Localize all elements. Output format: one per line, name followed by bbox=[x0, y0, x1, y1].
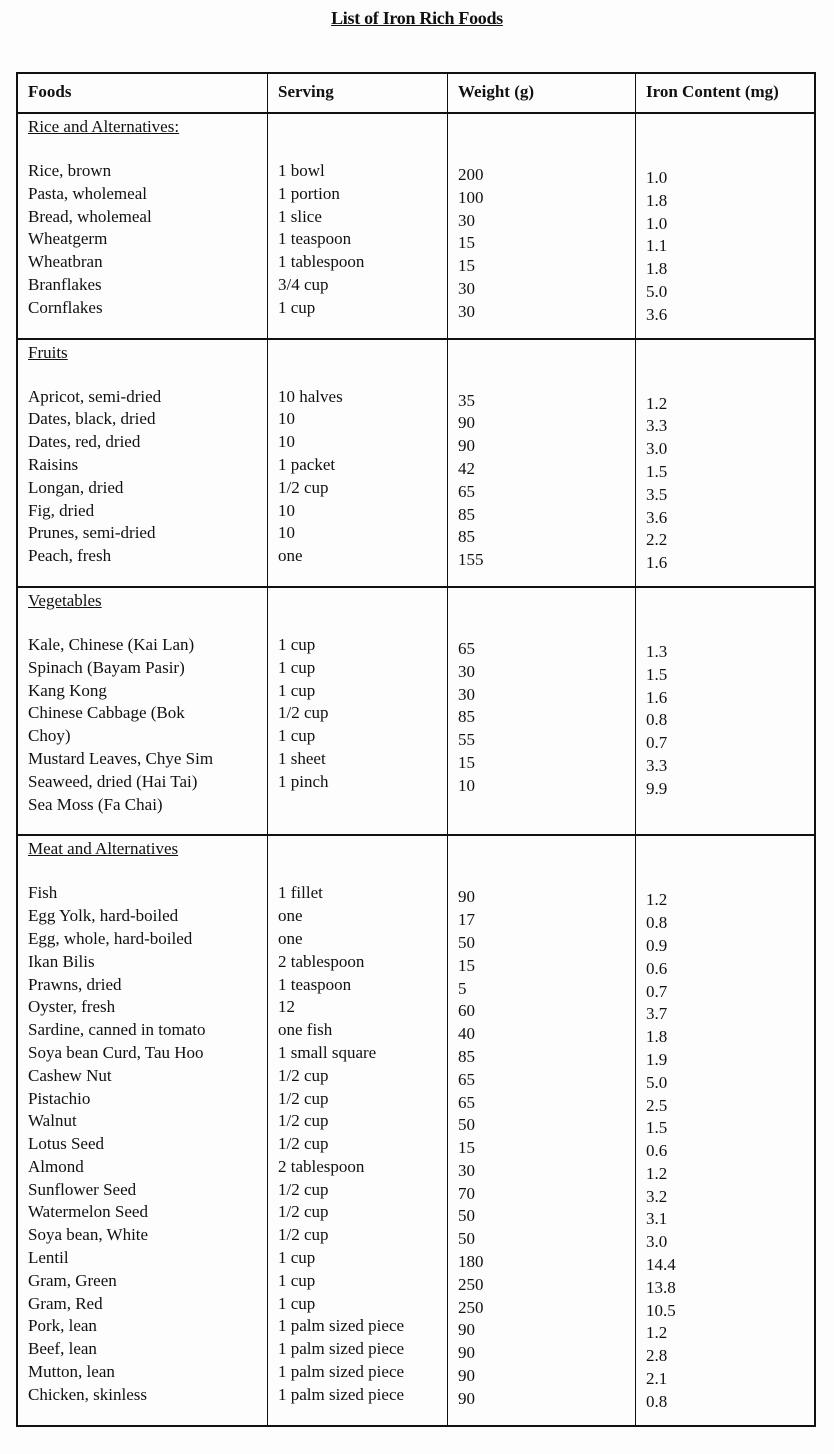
column-food-name bbox=[18, 588, 268, 834]
spacer bbox=[278, 116, 437, 160]
food-name-cell: Rice, brown bbox=[28, 161, 112, 180]
section-title: Fruits bbox=[28, 342, 68, 362]
serving-cell: 1/2 cup bbox=[278, 1065, 329, 1085]
iron-content-cell: 2.5 bbox=[646, 1095, 668, 1115]
page-title: List of Iron Rich Foods bbox=[331, 8, 503, 28]
weight-cell: 5 bbox=[458, 978, 467, 998]
weight-cell: 90 bbox=[458, 1366, 475, 1386]
weight-cell: 180 bbox=[458, 1252, 484, 1272]
iron-foods-table bbox=[16, 72, 816, 1427]
iron-content-cell: 0.7 bbox=[646, 733, 668, 753]
food-name-cell: Gram, Green bbox=[28, 1270, 117, 1290]
food-name-cell: Beef, lean bbox=[28, 1339, 97, 1359]
weight-cell: 50 bbox=[458, 1229, 475, 1249]
header-weight: Weight (g) bbox=[448, 74, 636, 112]
serving-cell: 1 cup bbox=[278, 634, 316, 654]
food-name-cell: Kale, Chinese (Kai Lan) bbox=[28, 634, 195, 654]
iron-content-cell: 1.2 bbox=[646, 1323, 668, 1343]
header-iron-content: Iron Content (mg) bbox=[646, 82, 779, 101]
food-name-cell: Egg Yolk, hard-boiled bbox=[28, 906, 179, 926]
header-serving: Serving bbox=[268, 74, 448, 112]
serving-cell: 1 cup bbox=[278, 680, 316, 700]
table-header-row bbox=[18, 74, 814, 114]
food-name-cell: Oyster, fresh bbox=[28, 997, 116, 1017]
weight-cell: 250 bbox=[458, 1274, 484, 1294]
spacer bbox=[646, 116, 804, 160]
serving-cell: one bbox=[278, 928, 303, 948]
weight-cell: 90 bbox=[458, 413, 475, 433]
iron-content-cell: 3.1 bbox=[646, 1209, 668, 1229]
serving-cell: 1 palm sized piece bbox=[278, 1316, 405, 1336]
spacer bbox=[458, 342, 625, 386]
iron-content-cell: 14.4 bbox=[646, 1255, 676, 1275]
serving-cell: 1/2 cup bbox=[278, 1088, 329, 1108]
serving-cell: 1 cup bbox=[278, 1248, 316, 1268]
weight-cell: 60 bbox=[458, 1001, 475, 1021]
spacer bbox=[646, 590, 804, 634]
iron-content-cell: 3.0 bbox=[646, 1232, 668, 1252]
weight-cell: 30 bbox=[458, 210, 475, 230]
serving-cell: 1 teaspoon bbox=[278, 974, 352, 994]
weight-cell: 30 bbox=[458, 661, 475, 681]
weight-cell: 55 bbox=[458, 730, 475, 750]
section-title: Rice and Alternatives: bbox=[28, 117, 180, 136]
serving-cell: 1 small square bbox=[278, 1042, 377, 1062]
serving-cell: 1/2 cup bbox=[278, 1111, 329, 1131]
serving-cell: 1 cup bbox=[278, 1270, 316, 1290]
food-name-cell: Choy) bbox=[28, 726, 71, 746]
iron-content-cell: 1.8 bbox=[646, 1027, 668, 1047]
food-name-cell: Gram, Red bbox=[28, 1293, 103, 1313]
serving-cell: 1 palm sized piece bbox=[278, 1384, 405, 1404]
weight-cell: 30 bbox=[458, 684, 475, 704]
iron-content-cell: 0.8 bbox=[646, 1391, 668, 1411]
food-name-cell: Peach, fresh bbox=[28, 546, 112, 566]
food-name-cell: Spinach (Bayam Pasir) bbox=[28, 657, 185, 677]
iron-content-cell: 5.0 bbox=[646, 1072, 668, 1092]
iron-content-cell: 1.8 bbox=[646, 259, 668, 279]
iron-content-cell: 1.2 bbox=[646, 1163, 668, 1183]
column-food-name bbox=[18, 836, 268, 1424]
food-name-cell: Dates, red, dried bbox=[28, 432, 141, 452]
spacer bbox=[458, 838, 625, 882]
weight-cell: 250 bbox=[458, 1297, 484, 1317]
column-food-name bbox=[18, 114, 268, 338]
serving-cell: 2 tablespoon bbox=[278, 951, 365, 971]
food-name-cell: Sunflower Seed bbox=[28, 1179, 137, 1199]
serving-cell: 1 cup bbox=[278, 297, 316, 317]
weight-cell: 155 bbox=[458, 550, 484, 570]
food-name-cell: Pasta, wholemeal bbox=[28, 183, 147, 203]
section-title: Meat and Alternatives bbox=[28, 839, 179, 859]
serving-cell: one bbox=[278, 546, 303, 566]
serving-cell: 1 tablespoon bbox=[278, 252, 365, 272]
iron-content-cell: 3.3 bbox=[646, 755, 668, 775]
iron-content-cell: 0.8 bbox=[646, 710, 668, 730]
column-iron-content bbox=[636, 836, 814, 1424]
food-name-cell: Seaweed, dried (Hai Tai) bbox=[28, 771, 198, 791]
iron-content-cell: 0.9 bbox=[646, 935, 668, 955]
weight-cell: 85 bbox=[458, 1046, 475, 1066]
food-name-cell: Dates, black, dried bbox=[28, 409, 156, 429]
food-name-cell: Cornflakes bbox=[28, 297, 103, 317]
weight-cell: 30 bbox=[458, 301, 475, 321]
food-name-cell: Fig, dried bbox=[28, 500, 95, 520]
serving-cell: 10 bbox=[278, 500, 295, 520]
column-weight bbox=[448, 836, 636, 1424]
section-vegetables bbox=[18, 588, 814, 836]
serving-cell: 1/2 cup bbox=[278, 1202, 329, 1222]
food-name-cell: Ikan Bilis bbox=[28, 951, 95, 971]
food-name-cell: Chicken, skinless bbox=[28, 1384, 147, 1404]
iron-content-cell: 3.6 bbox=[646, 304, 668, 324]
iron-content-cell: 1.2 bbox=[646, 393, 668, 413]
iron-content-cell: 10.5 bbox=[646, 1300, 676, 1320]
serving-cell: 1/2 cup bbox=[278, 1179, 329, 1199]
iron-content-cell: 1.3 bbox=[646, 641, 668, 661]
iron-content-cell: 1.9 bbox=[646, 1049, 668, 1069]
header-foods: Foods bbox=[18, 74, 268, 112]
iron-content-cell: 1.0 bbox=[646, 213, 668, 233]
iron-content-cell: 9.9 bbox=[646, 778, 668, 798]
iron-content-cell: 0.8 bbox=[646, 913, 668, 933]
spacer bbox=[646, 838, 804, 882]
weight-cell: 15 bbox=[458, 233, 475, 253]
column-weight bbox=[448, 588, 636, 834]
serving-cell: 1 palm sized piece bbox=[278, 1339, 405, 1359]
food-name-cell: Apricot, semi-dried bbox=[28, 386, 162, 406]
weight-cell: 90 bbox=[458, 1388, 475, 1408]
weight-cell: 200 bbox=[458, 165, 484, 184]
serving-cell: 1 packet bbox=[278, 454, 336, 474]
spacer bbox=[278, 838, 437, 882]
weight-cell: 15 bbox=[458, 256, 475, 276]
iron-content-cell: 1.5 bbox=[646, 461, 668, 481]
weight-cell: 85 bbox=[458, 504, 475, 524]
iron-content-cell: 0.6 bbox=[646, 958, 668, 978]
section-rice-and-alternatives bbox=[18, 114, 814, 340]
weight-cell: 30 bbox=[458, 278, 475, 298]
weight-cell: 50 bbox=[458, 1206, 475, 1226]
serving-cell: 1 bowl bbox=[278, 161, 325, 180]
spacer bbox=[458, 590, 625, 634]
food-name-cell: Lentil bbox=[28, 1248, 69, 1268]
food-name-cell: Raisins bbox=[28, 454, 79, 474]
weight-cell: 35 bbox=[458, 390, 475, 410]
food-name-cell: Kang Kong bbox=[28, 680, 107, 700]
weight-cell: 90 bbox=[458, 1343, 475, 1363]
column-weight bbox=[448, 114, 636, 338]
weight-cell: 40 bbox=[458, 1024, 475, 1044]
weight-cell: 70 bbox=[458, 1183, 475, 1203]
weight-cell: 15 bbox=[458, 752, 475, 772]
iron-content-cell: 1.8 bbox=[646, 190, 668, 210]
iron-content-cell: 1.6 bbox=[646, 553, 668, 573]
serving-cell: 10 halves bbox=[278, 386, 343, 406]
serving-cell: 10 bbox=[278, 432, 295, 452]
spacer bbox=[458, 116, 625, 160]
food-name-cell: Branflakes bbox=[28, 274, 102, 294]
weight-cell: 65 bbox=[458, 1069, 475, 1089]
iron-content-cell: 1.2 bbox=[646, 890, 668, 910]
serving-cell: 1 cup bbox=[278, 1293, 316, 1313]
iron-content-cell: 3.7 bbox=[646, 1004, 668, 1024]
serving-cell: 1/2 cup bbox=[278, 477, 329, 497]
iron-content-cell: 2.1 bbox=[646, 1369, 668, 1389]
iron-content-cell: 5.0 bbox=[646, 281, 668, 301]
section-title: Vegetables bbox=[28, 590, 102, 610]
spacer bbox=[646, 342, 804, 386]
serving-cell: 1/2 cup bbox=[278, 1134, 329, 1154]
weight-cell: 90 bbox=[458, 1320, 475, 1340]
weight-cell: 85 bbox=[458, 527, 475, 547]
serving-cell: 1/2 cup bbox=[278, 1225, 329, 1245]
weight-cell: 85 bbox=[458, 707, 475, 727]
food-name-cell: Wheatbran bbox=[28, 252, 103, 272]
food-name-cell: Mutton, lean bbox=[28, 1362, 115, 1382]
column-serving bbox=[268, 836, 448, 1424]
serving-cell: 12 bbox=[278, 997, 295, 1017]
food-name-cell: Bread, wholemeal bbox=[28, 206, 152, 226]
column-food-name bbox=[18, 340, 268, 586]
food-name-cell: Egg, whole, hard-boiled bbox=[28, 928, 193, 948]
serving-cell: 1 cup bbox=[278, 726, 316, 746]
iron-content-cell: 1.5 bbox=[646, 1118, 668, 1138]
food-name-cell: Mustard Leaves, Chye Sim bbox=[28, 748, 214, 768]
column-serving bbox=[268, 340, 448, 586]
weight-cell: 50 bbox=[458, 932, 475, 952]
serving-cell: 10 bbox=[278, 523, 295, 543]
weight-cell: 65 bbox=[458, 1092, 475, 1112]
section-fruits bbox=[18, 340, 814, 588]
iron-content-cell: 3.3 bbox=[646, 416, 668, 436]
table-body bbox=[18, 114, 814, 1425]
weight-cell: 15 bbox=[458, 955, 475, 975]
column-weight bbox=[448, 340, 636, 586]
serving-cell: 1 cup bbox=[278, 657, 316, 677]
food-name-cell: Sea Moss (Fa Chai) bbox=[28, 794, 163, 814]
weight-cell: 90 bbox=[458, 436, 475, 456]
column-serving bbox=[268, 588, 448, 834]
food-name-cell: Cashew Nut bbox=[28, 1065, 112, 1085]
weight-cell: 17 bbox=[458, 910, 475, 930]
food-name-cell: Pork, lean bbox=[28, 1316, 97, 1336]
serving-cell: 1 portion bbox=[278, 183, 340, 203]
food-name-cell: Almond bbox=[28, 1156, 84, 1176]
food-name-cell: Chinese Cabbage (Bok bbox=[28, 703, 185, 723]
section-meat-and-alternatives bbox=[18, 836, 814, 1424]
serving-cell: 1 fillet bbox=[278, 883, 323, 903]
serving-cell: one bbox=[278, 906, 303, 926]
column-iron-content bbox=[636, 114, 814, 338]
food-name-cell: Lotus Seed bbox=[28, 1134, 105, 1154]
iron-content-cell: 1.5 bbox=[646, 664, 668, 684]
iron-content-cell: 0.6 bbox=[646, 1141, 668, 1161]
weight-cell: 100 bbox=[458, 187, 484, 207]
iron-content-cell: 2.2 bbox=[646, 530, 668, 550]
iron-content-cell: 3.2 bbox=[646, 1186, 668, 1206]
weight-cell: 10 bbox=[458, 775, 475, 795]
iron-content-cell: 3.6 bbox=[646, 507, 668, 527]
iron-content-cell: 1.1 bbox=[646, 236, 668, 256]
column-iron-content bbox=[636, 588, 814, 834]
spacer bbox=[278, 342, 437, 386]
serving-cell: 1 sheet bbox=[278, 748, 326, 768]
weight-cell: 30 bbox=[458, 1160, 475, 1180]
food-name-cell: Soya bean Curd, Tau Hoo bbox=[28, 1042, 204, 1062]
food-name-cell: Fish bbox=[28, 883, 58, 903]
food-name-cell: Pistachio bbox=[28, 1088, 91, 1108]
iron-content-cell: 13.8 bbox=[646, 1277, 676, 1297]
serving-cell: 1 palm sized piece bbox=[278, 1362, 405, 1382]
serving-cell: 3/4 cup bbox=[278, 274, 329, 294]
weight-cell: 65 bbox=[458, 638, 475, 658]
food-name-cell: Sardine, canned in tomato bbox=[28, 1020, 206, 1040]
weight-cell: 65 bbox=[458, 481, 475, 501]
iron-content-cell: 3.5 bbox=[646, 484, 668, 504]
serving-cell: 1/2 cup bbox=[278, 703, 329, 723]
serving-cell: 1 slice bbox=[278, 206, 322, 226]
serving-cell: 10 bbox=[278, 409, 295, 429]
serving-cell: 2 tablespoon bbox=[278, 1156, 365, 1176]
food-name-cell: Walnut bbox=[28, 1111, 77, 1131]
food-name-cell: Wheatgerm bbox=[28, 229, 108, 249]
weight-cell: 90 bbox=[458, 887, 475, 907]
column-serving bbox=[268, 114, 448, 338]
iron-content-cell: 1.0 bbox=[646, 168, 668, 187]
iron-content-cell: 2.8 bbox=[646, 1346, 668, 1366]
food-name-cell: Longan, dried bbox=[28, 477, 124, 497]
weight-cell: 42 bbox=[458, 458, 475, 478]
iron-content-cell: 1.6 bbox=[646, 687, 668, 707]
column-iron-content bbox=[636, 340, 814, 586]
food-name-cell: Prawns, dried bbox=[28, 974, 122, 994]
weight-cell: 50 bbox=[458, 1115, 475, 1135]
serving-cell: one fish bbox=[278, 1020, 333, 1040]
food-name-cell: Watermelon Seed bbox=[28, 1202, 148, 1222]
iron-content-cell: 3.0 bbox=[646, 439, 668, 459]
food-name-cell: Prunes, semi-dried bbox=[28, 523, 156, 543]
weight-cell: 15 bbox=[458, 1138, 475, 1158]
spacer bbox=[278, 590, 437, 634]
iron-content-cell: 0.7 bbox=[646, 981, 668, 1001]
serving-cell: 1 teaspoon bbox=[278, 229, 352, 249]
food-name-cell: Soya bean, White bbox=[28, 1225, 149, 1245]
serving-cell: 1 pinch bbox=[278, 771, 329, 791]
